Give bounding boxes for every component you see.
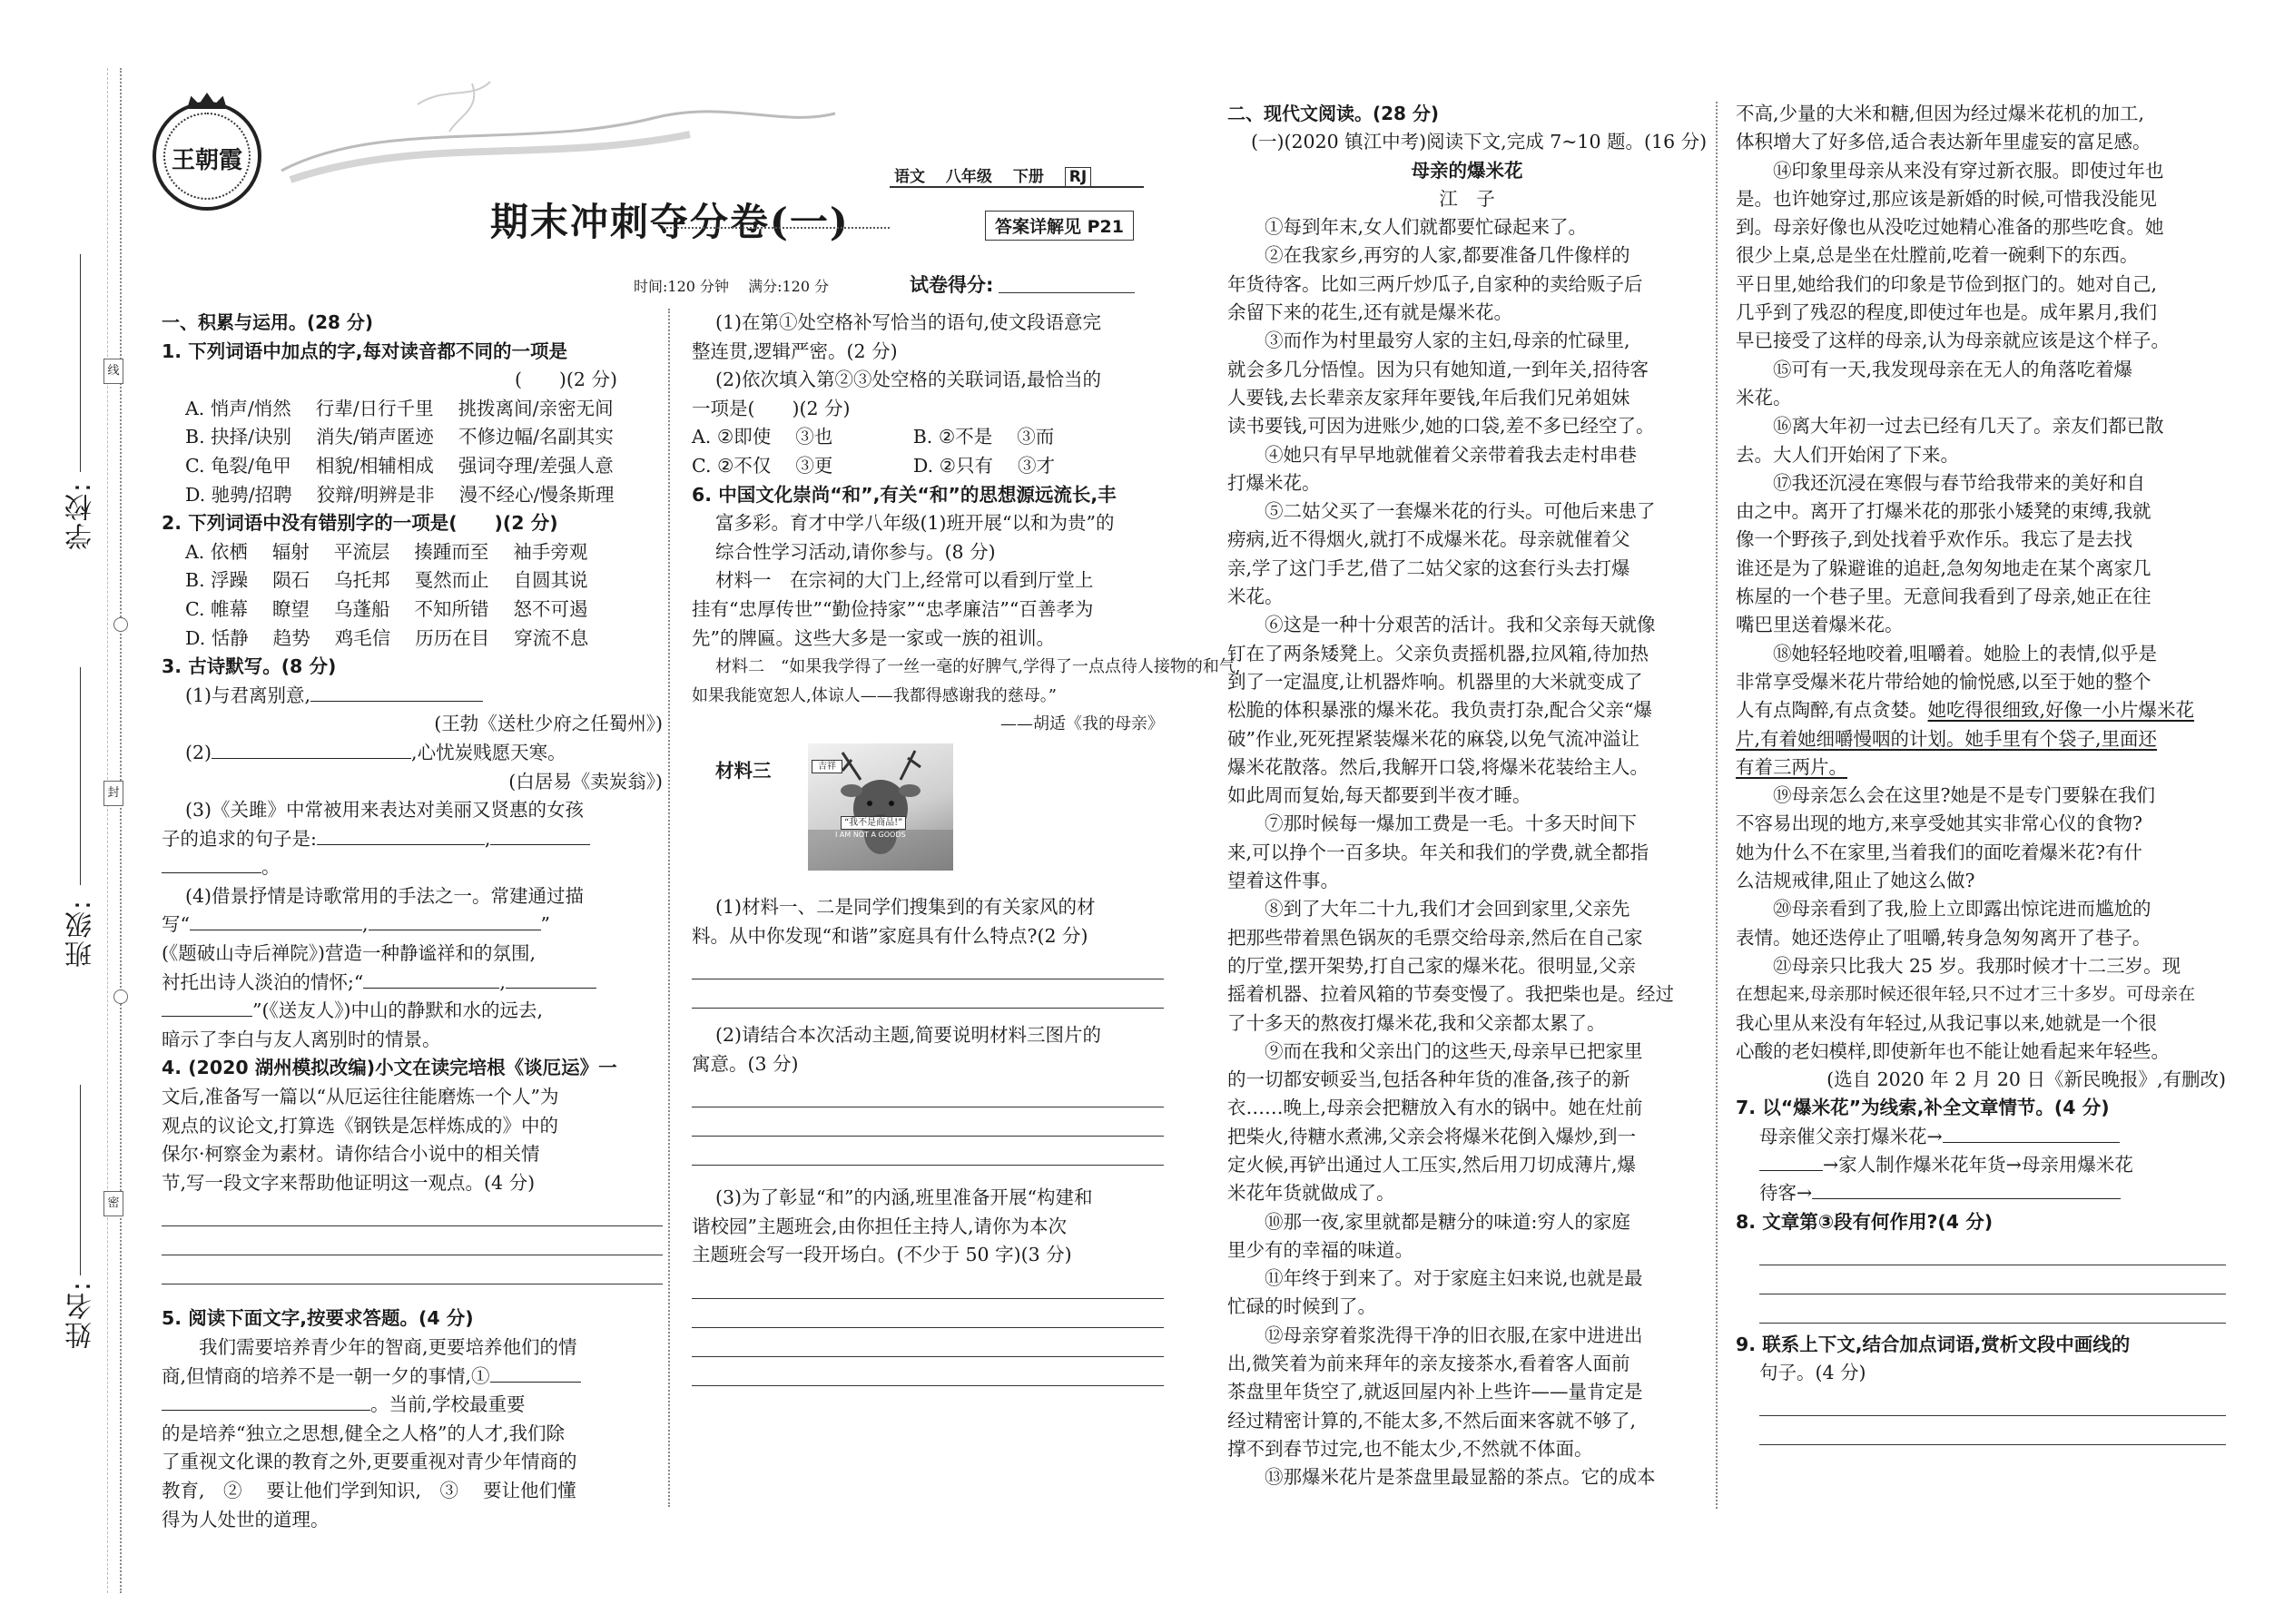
q3-2: (2) ,心忧炭贱愿天寒。 (185, 741, 566, 763)
para-14g: 早已接受了这样的母亲,认为母亲就应该是这个样子。 (1736, 330, 2171, 352)
para-17d: 谁还是为了躲避谁的追赶,急匆匆地走在某个离家几 (1736, 556, 2151, 579)
class-field[interactable] (80, 667, 81, 885)
meta-volume: 下册 (1012, 168, 1044, 186)
q9-stem: 9. 联系上下文,结合加点词语,赏析文段中画线的 (1736, 1333, 2131, 1355)
binding-hole-1 (113, 617, 128, 632)
para-21: ㉑母亲只比我大 25 岁。我那时候才十二三岁。现 (1773, 954, 2181, 977)
q5-2: (2)依次填入第②③处空格的关联词语,最恰当的 (715, 369, 1102, 391)
seal-tag-3: 密 (103, 1191, 123, 1216)
q5-passage-6: 教育, ② 要让他们学到知识, ③ 要让他们懂 (162, 1479, 576, 1501)
meta-grade: 八年级 (945, 168, 992, 186)
q2-option-d[interactable]: D. 恬静 趋势 鸡毛信 历历在目 穿流不息 (185, 626, 589, 649)
q3-3-blank-1[interactable] (317, 826, 485, 845)
para-10: ⑩那一夜,家里就都是糖分的味道:穷人的家庭 (1265, 1210, 1630, 1233)
q6-3-answer-line-1[interactable] (692, 1270, 1164, 1299)
para-5d: 米花。 (1227, 586, 1284, 608)
meta-edition: RJ (1065, 167, 1091, 187)
q3-3-blank-2[interactable] (490, 826, 590, 845)
q3-3: (3)《关雎》中常被用来表达对美丽又贤惠的女孩 (185, 799, 585, 822)
para-7: ⑦那时候每一爆加工费是一毛。十多天时间下 (1265, 812, 1637, 835)
para-2c: 余留下来的花生,还有就是爆米花。 (1227, 301, 1513, 324)
para-1: ①每到年末,女人们就都要忙碌起来了。 (1265, 216, 1588, 239)
para-21b: 在想起来,母亲那时候还很年轻,只不过才三十多岁。可母亲在 (1736, 984, 2196, 1005)
section-1-heading: 一、积累与运用。(28 分) (162, 311, 374, 333)
para-17b: 由之中。离开了打爆米花的那张小矮凳的束缚,我就 (1736, 500, 2151, 523)
q5-passage-2: 商,但情商的培养不是一朝一夕的事情,① (162, 1363, 663, 1392)
para-5c: 亲,学了这门手艺,借了二姑父家的这套行头去打爆 (1227, 556, 1630, 579)
para-6f: 爆米花散落。然后,我解开口袋,将爆米花装给主人。 (1227, 755, 1649, 778)
para-3: ③而作为村里最穷人家的主妇,母亲的忙碌里, (1265, 330, 1630, 352)
para-12d: 经过精密计算的,不能太多,不然后面来客就不够了, (1227, 1409, 1637, 1432)
q3-4-cont2: (《题破山寺后禅院》)营造一种静谧祥和的氛围, (162, 942, 537, 965)
para-17f: 嘴巴里送着爆米花。 (1736, 614, 1904, 636)
reading-1-intro: (一)(2020 镇江中考)阅读下文,完成 7~10 题。(16 分) (1251, 131, 1708, 153)
para-19: ⑲母亲怎么会在这里?她是不是专门要躲在我们 (1773, 784, 2155, 807)
q2-option-b[interactable]: B. 浮躁 陨石 乌托邦 戛然而止 自圆其说 (185, 569, 588, 592)
q3-4-cont: 写“ , ” (162, 913, 550, 936)
para-8e: 了十多天的熬夜打爆米花,我和父亲都太累了。 (1227, 1011, 1606, 1034)
q7-stem: 7. 以“爆米花”为线索,补全文章情节。(4 分) (1736, 1097, 2110, 1119)
deer-sign-en: I AM NOT A GOODS (835, 830, 906, 839)
column-4 (1736, 100, 2226, 1445)
para-14: ⑭印象里母亲从来没有穿过新衣服。即使过年也 (1773, 159, 2164, 182)
para-6: ⑥这是一种十分艰苦的活计。我和父亲每天就像 (1265, 614, 1656, 636)
q1-stem: 1. 下列词语中加点的字,每对读音都不同的一项是 (162, 340, 567, 362)
q9-answer-line-2[interactable] (1759, 1416, 2226, 1445)
material-3-image (808, 743, 953, 871)
q7-line1: 母亲催父亲打爆米花→ (1736, 1123, 2226, 1151)
q6-stem: 6. 中国文化崇尚“和”,有关“和”的思想源远流长,丰 (692, 483, 1117, 506)
para-18: ⑱她轻轻地咬着,咀嚼着。她脸上的表情,似乎是 (1773, 642, 2158, 664)
para-7c: 望着这件事。 (1227, 870, 1339, 892)
q6-3-answer-line-2[interactable] (692, 1299, 1164, 1328)
q5-1: (1)在第①处空格补写恰当的语句,使文段语意完 (715, 311, 1102, 333)
para-18c: 人有点陶醉,有点贪婪。她吃得很细致,好像一小片爆米花 (1736, 699, 2195, 722)
para-5: ⑤二姑父买了一套爆米花的行头。可他后来患了 (1265, 500, 1656, 523)
q8-answer-line-2[interactable] (1759, 1265, 2226, 1294)
para-9e: 定火候,再铲出通过人工压实,然后用刀切成薄片,爆 (1227, 1153, 1637, 1176)
q7-line3: 待客→ (1736, 1179, 2226, 1207)
para-20b: 表情。她还迭停止了咀嚼,转身急匆匆离开了巷子。 (1736, 926, 2151, 949)
material-1-cont2: 先”的牌匾。这些大多是一家或一族的祖训。 (692, 626, 1055, 649)
seal-tag-1: 线 (103, 359, 123, 384)
q2-stem: 2. 下列词语中没有错别字的一项是( )(2 分) (162, 512, 558, 535)
material-2-cont: 如果我能宽恕人,体谅人——我都得感谢我的慈母。” (692, 685, 1057, 705)
answer-ref-box[interactable]: 答案详解见 P21 (985, 211, 1134, 241)
q4-answer-line-1[interactable] (162, 1197, 663, 1226)
para-4b: 打爆米花。 (1227, 471, 1321, 494)
para-21c: 我心里从来没有年轻过,从我记事以来,她就是一个很 (1736, 1011, 2158, 1034)
para-8b: 把那些带着黑色锅灰的毛票交给母亲,然后在自己家 (1227, 926, 1643, 949)
q7-line2: →家人制作爆米花年货→母亲用爆米花 (1736, 1151, 2226, 1179)
score-label: 试卷得分: (910, 274, 994, 296)
para-21d: 心酸的老妇模样,即使新年也不能让她看起来年轻些。 (1736, 1039, 2171, 1062)
q3-1-blank[interactable] (310, 683, 483, 702)
q3-3-cont: 子的追求的句子是: , (162, 825, 663, 854)
para-8: ⑧到了大年二十九,我们才会回到家里,父亲先 (1265, 898, 1630, 920)
material-3-label: 材料三 (715, 759, 772, 782)
school-label: 学校: (65, 481, 97, 551)
q6-2-answer-line-1[interactable] (692, 1078, 1164, 1107)
para-2b: 年货待客。比如三两斤炒瓜子,自家种的卖给贩子后 (1227, 272, 1643, 295)
para-15b: 米花。 (1736, 386, 1792, 408)
q3-1-source: (王勃《送杜少府之任蜀州》) (434, 713, 663, 735)
para-6e: 破”作业,死死捏紧装爆米花的麻袋,以免气流冲溢让 (1227, 727, 1640, 750)
q4-answer-line-3[interactable] (162, 1255, 663, 1284)
q5-option-ab[interactable]: A. ②即使 ③也 B. ②不是 ③而 (692, 426, 1055, 448)
q6-2-cont: 寓意。(3 分) (692, 1052, 799, 1075)
para-8c: 的厅堂,摆开架势,打自己家的爆米花。很明显,父亲 (1227, 954, 1637, 977)
para-7b: 来,可以挣个一百多块。年关和我们的学费,就全都指 (1227, 841, 1649, 863)
q6-3-answer-line-3[interactable] (692, 1328, 1164, 1357)
deer-sign-top: 吉祥 (812, 760, 842, 773)
material-2-source: ——胡适《我的母亲》 (1000, 714, 1164, 734)
q3-3-blank-3[interactable] (162, 854, 261, 873)
q6-3-answer-line-4[interactable] (692, 1357, 1164, 1386)
para-16: ⑯离大年初一过去已经有几天了。亲友们都已散 (1773, 415, 2164, 438)
q6-line3: 综合性学习活动,请你参与。(8 分) (715, 540, 996, 563)
article-source: (选自 2020 年 2 月 20 日《新民晚报》,有删改) (1826, 1068, 2226, 1091)
para-6g: 如此周而复始,每天都要到半夜才睡。 (1227, 784, 1531, 807)
name-label: 姓名: (65, 1280, 97, 1350)
para-12c: 茶盘里年货空了,就返回屋内补上些许——量肯定是 (1227, 1381, 1643, 1403)
q3-4-blank-2[interactable] (369, 911, 541, 930)
q3-2-source: (白居易《卖炭翁》) (508, 770, 663, 792)
material-2: 材料二 “如果我学得了一丝一毫的好脾气,学得了一点点待人接物的和气, (715, 657, 1241, 677)
para-14e: 平日里,她给我们的印象是节俭到抠门的。她对自己, (1736, 272, 2158, 295)
para-17: ⑰我还沉浸在寒假与春节给我带来的美好和自 (1773, 471, 2145, 494)
material-1: 材料一 在宗祠的大门上,经常可以看到厅堂上 (715, 569, 1094, 592)
q6-1-cont: 料。从中你发现“和谐”家庭具有什么特点?(2 分) (692, 924, 1088, 947)
underlined-sentence-1: 她吃得很细致,好像一小片爆米花 (1927, 699, 2195, 722)
q5-blank-1b[interactable] (162, 1392, 370, 1411)
meta-subject: 语文 (894, 168, 925, 186)
para-19c: 她为什么不在家里,当着我们的面吃着爆米花?有什 (1736, 841, 2143, 863)
underlined-sentence-4: 有着三两片。 (1736, 755, 1847, 778)
q3-stem: 3. 古诗默写。(8 分) (162, 655, 337, 678)
para-18b: 非常享受爆米花片带给她的愉悦感,以至于她的整个 (1736, 670, 2151, 693)
q5-blank-1[interactable] (490, 1363, 581, 1383)
para-14d: 很少上桌,总是坐在灶膛前,吃着一碗剩下的东西。 (1736, 244, 2139, 267)
para-3b: 就会多几分悟惶。因为只有她知道,一到年关,招待客 (1227, 358, 1649, 380)
underlined-sentence-3: 她手里有个袋子,里面还 (1964, 727, 2158, 750)
q3-3-cont2: 。 (162, 853, 663, 882)
q6-2-answer-line-3[interactable] (692, 1137, 1164, 1166)
dotted-divider (663, 227, 890, 229)
q6-3-cont2: 主题班会写一段开场白。(不少于 50 字)(3 分) (692, 1244, 1072, 1266)
para-9c: 衣……晚上,母亲会把糖放入有水的锅中。她在灶前 (1227, 1097, 1643, 1119)
material-1-cont: 挂有“忠厚传世”“勤俭持家”“忠孝廉洁”“百善孝为 (692, 597, 1094, 620)
binding-hole-2 (113, 989, 128, 1004)
para-3d: 读书要钱,可因为进账少,她的口袋,差不多已经空了。 (1227, 415, 1655, 438)
para-13c: 体积增大了好多倍,适合表达新年里虚妄的富足感。 (1736, 131, 2151, 153)
q1-option-b[interactable]: B. 抉择/诀别 消失/销声匿迹 不修边幅/名副其实 (185, 426, 614, 448)
q8-answer-line-3[interactable] (1759, 1294, 2226, 1324)
q6-1: (1)材料一、二是同学们搜集到的有关家风的材 (715, 895, 1096, 918)
para-14f: 几乎到了残忍的程度,即使过年也是。成年累月,我们 (1736, 301, 2158, 324)
q3-4-cont3: 衬托出诗人淡泊的情怀;“ , (162, 969, 663, 998)
para-9d: 把柴火,待糖水煮沸,父亲会将爆米花倒入爆炒,到一 (1227, 1125, 1637, 1147)
para-17c: 像一个野孩子,到处找着乎欢作乐。我忘了是去找 (1736, 528, 2133, 551)
para-14c: 到。母亲好像也从没吃过她精心准备的那些吃食。她 (1736, 216, 2164, 239)
q1-option-a[interactable]: A. 悄声/悄然 行辈/日行千里 挑拨离间/亲密无间 (185, 397, 614, 419)
para-17e: 栋屋的一个巷子里。无意间我看到了母亲,她正在往 (1736, 586, 2151, 608)
q6-2: (2)请结合本次活动主题,简要说明材料三图片的 (715, 1024, 1102, 1047)
column-divider-2 (1716, 102, 1718, 1509)
q6-1-answer-line-1[interactable] (692, 950, 1164, 979)
q7-blank-2[interactable] (1759, 1152, 1823, 1171)
q3-4: (4)借景抒情是诗歌常用的手法之一。常建通过描 (185, 884, 585, 907)
underlined-sentence-2: 片,有着她细嚼慢咽的计划。 (1736, 727, 1965, 750)
q1-bracket[interactable]: ( )(2 分) (514, 369, 617, 391)
q5-2-cont: 一项是( )(2 分) (692, 397, 851, 419)
para-12e: 撑不到春节过完,也不能太少,不然就不体面。 (1227, 1437, 1593, 1460)
column-divider-1 (668, 309, 670, 1507)
para-20: ⑳母亲看到了我,脸上立即露出惊诧进而尴尬的 (1773, 898, 2151, 920)
para-11b: 忙碌的时候到了。 (1227, 1295, 1376, 1318)
para-15: ⑮可有一天,我发现母亲在无人的角落吃着爆 (1773, 358, 2133, 380)
binding-dotted-line (120, 68, 122, 1593)
q3-2-blank[interactable] (212, 740, 411, 759)
q5-stem: 5. 阅读下面文字,按要求答题。(4 分) (162, 1307, 474, 1330)
deer-sign-text: “我不是商品!” (841, 816, 906, 830)
article-title: 母亲的爆米花 (1411, 159, 1523, 182)
q5-passage-1: 我们需要培养青少年的智商,更要培养他们的情 (199, 1336, 577, 1358)
para-16b: 去。大人们开始闲了下来。 (1736, 443, 1959, 466)
para-6c: 到了一定温度,让机器炸响。机器里的大米就变成了 (1227, 670, 1643, 693)
q6-line2: 富多彩。育才中学八年级(1)班开展“以和为贵”的 (715, 512, 1115, 535)
q9-answer-line-1[interactable] (1759, 1387, 2226, 1416)
para-12: ⑫母亲穿着浆洗得干净的旧衣服,在家中进进出 (1265, 1324, 1643, 1346)
column-3 (1227, 100, 1707, 1492)
page-title: 期末冲刺夺分卷(一) (490, 200, 850, 244)
meta-strip (894, 163, 1091, 186)
para-19b: 不容易出现的地方,来享受她其实非常心仪的食物? (1736, 812, 2143, 835)
para-13: ⑬那爆米花片是茶盘里最显豁的茶点。它的成本 (1265, 1466, 1656, 1489)
binding-dotted-line-2 (107, 68, 108, 1593)
q4-line4: 保尔·柯察金为素材。请你结合小说中的相关情 (162, 1143, 540, 1166)
para-2: ②在我家乡,再穷的人家,都要准备几件像样的 (1265, 244, 1630, 267)
para-13b: 不高,少量的大米和糖,但因为经过爆米花机的加工, (1736, 103, 2145, 124)
section-2-heading: 二、现代文阅读。(28 分) (1227, 103, 1440, 124)
para-12b: 出,微笑着为前来拜年的亲友接茶水,看着客人面前 (1227, 1353, 1630, 1375)
article-author: 江 子 (1439, 187, 1495, 210)
q6-1-answer-line-2[interactable] (692, 979, 1164, 1009)
q6-3-cont: 谐校园”主题班会,由你担任主持人,请你为本次 (692, 1215, 1068, 1237)
q7-blank-3[interactable] (1812, 1180, 2121, 1199)
q3-4-blank-1[interactable] (190, 911, 362, 930)
q5-passage-4: 的是培养“独立之思想,健全之人格”的人才,我们除 (162, 1422, 565, 1444)
meta-underline (890, 186, 1144, 188)
class-label: 班级: (65, 899, 97, 969)
logo-text: 王朝霞 (171, 147, 242, 174)
q4-stem: 4. (2020 湖州模拟改编)小文在读完培根《谈厄运》一 (162, 1057, 617, 1079)
column-2 (692, 309, 1241, 1386)
para-9b: 的一切都安顿妥当,包括各种年货的准备,孩子的新 (1227, 1068, 1630, 1091)
q7-blank-1[interactable] (1943, 1124, 2120, 1143)
q3-1: (1)与君离别意, (162, 682, 663, 711)
name-field[interactable] (80, 1085, 81, 1275)
q8-answer-line-1[interactable] (1759, 1236, 2226, 1265)
para-18e (1736, 753, 2226, 782)
q3-4-blank-3[interactable] (363, 969, 499, 989)
para-11: ⑪年终于到来了。对于家庭主妇来说,也就是最 (1265, 1267, 1643, 1290)
q4-line2: 文后,准备写一篇以“从厄运往往能磨炼一个人”为 (162, 1086, 559, 1108)
para-6d: 松脆的体积暴涨的爆米花。我负责打杂,配合父亲“爆 (1227, 699, 1652, 722)
q3-4-blank-5[interactable] (162, 998, 252, 1017)
para-9f: 米花年货就做成了。 (1227, 1182, 1395, 1205)
q4-answer-line-2[interactable] (162, 1226, 663, 1255)
para-9: ⑨而在我和父亲出门的这些天,母亲早已把家里 (1265, 1039, 1643, 1062)
q5-passage-3: 。当前,学校最重要 (162, 1391, 663, 1420)
score-field[interactable] (999, 292, 1135, 293)
q3-4-cont5: 暗示了李白与友人离别时的情景。 (162, 1028, 441, 1050)
q3-4-blank-4[interactable] (506, 969, 596, 989)
q1-option-c[interactable]: C. 龟裂/龟甲 相貌/相辅相成 强词夺理/差强人意 (185, 454, 614, 477)
para-3c: 人要钱,去长辈亲友家拜年要钱,年后我们兄弟姐妹 (1227, 386, 1630, 408)
material-3-block (692, 739, 1164, 875)
school-field[interactable] (80, 254, 81, 472)
para-18d (1736, 725, 2226, 753)
q1-option-d[interactable]: D. 驰骋/招聘 狡辩/明辨是非 漫不经心/慢条斯理 (185, 483, 615, 506)
q4-line5: 节,写一段文字来帮助他证明这一观点。(4 分) (162, 1171, 536, 1194)
q5-1-cont: 整连贯,逻辑严密。(2 分) (692, 340, 898, 362)
para-5b: 痨病,近不得烟火,就打不成爆米花。母亲就催着父 (1227, 528, 1630, 551)
q6-3: (3)为了彰显“和”的内涵,班里准备开展“构建和 (715, 1186, 1093, 1209)
q5-passage-7: 得为人处世的道理。 (162, 1508, 330, 1530)
brand-logo (153, 102, 261, 211)
column-1 (162, 309, 663, 1534)
q8-stem: 8. 文章第③段有何作用?(4 分) (1736, 1210, 1994, 1233)
seal-tag-2: 封 (103, 781, 123, 806)
para-10b: 里少有的幸福的味道。 (1227, 1238, 1413, 1261)
para-19d: 么洁规戒律,阻止了她这么做? (1736, 870, 1975, 892)
para-8d: 摇着机器、拉着风箱的节奏变慢了。我把柴也是。经过 (1227, 983, 1674, 1006)
q2-option-a[interactable]: A. 依栖 辐射 平流层 揍踵而至 袖手旁观 (185, 540, 588, 563)
q2-option-c[interactable]: C. 帷幕 瞭望 乌蓬船 不知所错 怒不可遏 (185, 597, 588, 620)
q4-line3: 观点的议论文,打算选《钢铁是怎样炼成的》中的 (162, 1114, 559, 1137)
q5-option-cd[interactable]: C. ②不仅 ③更 D. ②只有 ③才 (692, 454, 1056, 477)
para-6b: 钉在了两条矮凳上。父亲负责摇机器,拉风箱,待加热 (1227, 642, 1649, 664)
para-4: ④她只有早早地就催着父亲带着我去走村串巷 (1265, 443, 1637, 466)
time-info: 时间:120 分钟 满分:120 分 (634, 278, 830, 295)
para-14b: 是。也许她穿过,那应该是新婚的时候,可惜我没能见 (1736, 187, 2158, 210)
q3-4-cont4: ”(《送友人》)中山的静默和水的远去, (162, 997, 663, 1026)
q6-2-answer-line-2[interactable] (692, 1107, 1164, 1137)
q5-passage-5: 了重视文化课的教育之外,更要重视对青少年情商的 (162, 1451, 577, 1473)
q9-stem-cont: 句子。(4 分) (1759, 1362, 1866, 1384)
